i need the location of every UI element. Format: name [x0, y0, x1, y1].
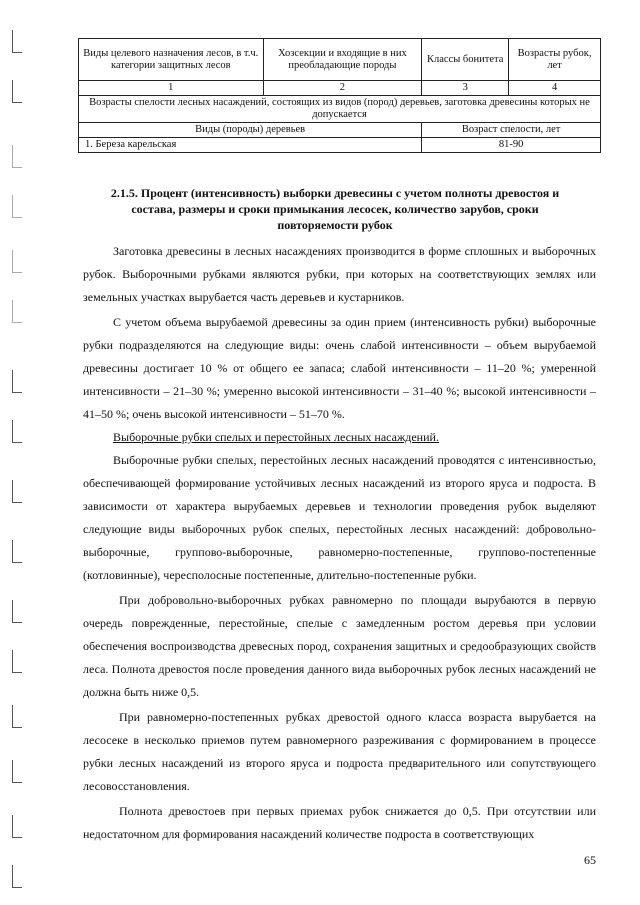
table-header-cell: Хозсекции и входящие в них преобладающие породы — [263, 39, 422, 81]
table-subheader-cell: Виды (породы) деревьев — [79, 123, 422, 138]
binder-mark — [12, 540, 22, 563]
binder-mark — [12, 815, 22, 838]
table-col-number: 1 — [79, 81, 264, 96]
binder-mark — [12, 600, 22, 623]
underlined-subheading: Выборочные рубки спелых и перестойных лесных насаждений. — [113, 430, 439, 444]
body-text — [83, 240, 596, 846]
paragraph: Полнота древостоев при первых приемах рубок снижается до 0,5. При отсутствии или недостаточном для формирования насаждений количестве подроста в соответствующих — [83, 804, 596, 841]
table-cell-age: 81-90 — [422, 138, 601, 153]
table-header-cell: Виды целевого назначения лесов, в т.ч. категории защитных лесов — [79, 39, 264, 81]
binder-mark — [12, 80, 22, 103]
binder-mark — [12, 705, 22, 728]
binder-mark — [12, 370, 22, 393]
binder-mark — [12, 650, 22, 673]
table-col-number: 4 — [509, 81, 601, 96]
paragraph: При равномерно-постепенных рубках древостой одного класса возраста вырубается на лесосеке в несколько приемов путем равномерного разреживания с формированием в процессе рубки лесных насаждений из второго яруса и подроста предварительного или сопутствующего лесовосстановления. — [83, 710, 596, 793]
binder-mark — [12, 760, 22, 783]
table-number-row — [79, 81, 601, 96]
table-cell-species: 1. Береза карельская — [79, 138, 422, 153]
table-span-cell: Возрасты спелости лесных насаждений, состоящих из видов (пород) деревьев, заготовка древесины которых не допускается — [79, 96, 601, 123]
page-number: 65 — [584, 853, 596, 867]
paragraph: С учетом объема вырубаемой древесины за один прием (интенсивность рубки) выборочные рубки подразделяются на следующие виды: очень слабой интенсивности – объем вырубаемой древесины достигает 10 % от общего ее запаса; слабой интенсивности – 11–20 %; умеренной интенсивности – 21–30 %; умеренно высокой интенсивности – 31–40 %; высокой интенсивности – 41–50 %; очень высокой интенсивности – 51–70 %. — [83, 315, 596, 421]
binder-mark — [12, 865, 22, 888]
paragraph: При добровольно-выборочных рубках равномерно по площади вырубаются в первую очередь поврежденные, перестойные, спелые с замедленным ростом деревья при условии обеспечения воспроизводства древесных пород, сохранения защитных и средообразующих свойств леса. Полнота древостоя после проведения данного вида выборочных рубок лесных насаждений не должна быть ниже 0,5. — [83, 593, 596, 699]
binder-mark — [12, 300, 22, 323]
table-col-number: 2 — [263, 81, 422, 96]
table-header-cell: Классы бонитета — [422, 39, 509, 81]
table-header-cell: Возрасты рубок, лет — [509, 39, 601, 81]
binder-mark — [12, 250, 22, 273]
binder-mark — [12, 195, 22, 218]
cutting-age-table — [78, 38, 601, 153]
binder-mark — [12, 30, 22, 53]
table-header-row — [79, 39, 601, 81]
binder-mark — [12, 480, 22, 503]
table-span-row — [79, 96, 601, 123]
table-subheader-cell: Возраст спелости, лет — [422, 123, 601, 138]
binder-mark — [12, 420, 22, 443]
paragraph: Выборочные рубки спелых, перестойных лесных насаждений проводятся с интенсивностью, обеспечивающей формирование устойчивых лесных насаждений из второго яруса и подроста. В зависимости от характера вырубаемых деревьев и технологии проведения рубок выделяют следующие виды выборочных рубок спелых, перестойных лесных насаждений: добровольно-выборочные, группово-выборочные, равномерно-постепенные, группово-постепенные (котловинные), чересполосные постепенные, длительно-постепенные рубки. — [83, 453, 596, 582]
table-subheader-row — [79, 123, 601, 138]
section-heading: 2.1.5. Процент (интенсивность) выборки древесины с учетом полноты древостоя и состава, размеры и сроки примыкания лесосек, количество зарубов, сроки повторяемости рубок — [110, 186, 560, 232]
binder-mark — [12, 145, 22, 168]
paragraph-subheading — [83, 426, 596, 449]
table-row — [79, 138, 601, 153]
table-col-number: 3 — [422, 81, 509, 96]
binder-margin — [0, 0, 30, 905]
paragraph: Заготовка древесины в лесных насаждениях производится в форме сплошных и выборочных рубок. Выборочными рубками являются рубки, при которых на соответствующих землях или земельных участках вырубается часть деревьев и кустарников. — [83, 244, 596, 304]
